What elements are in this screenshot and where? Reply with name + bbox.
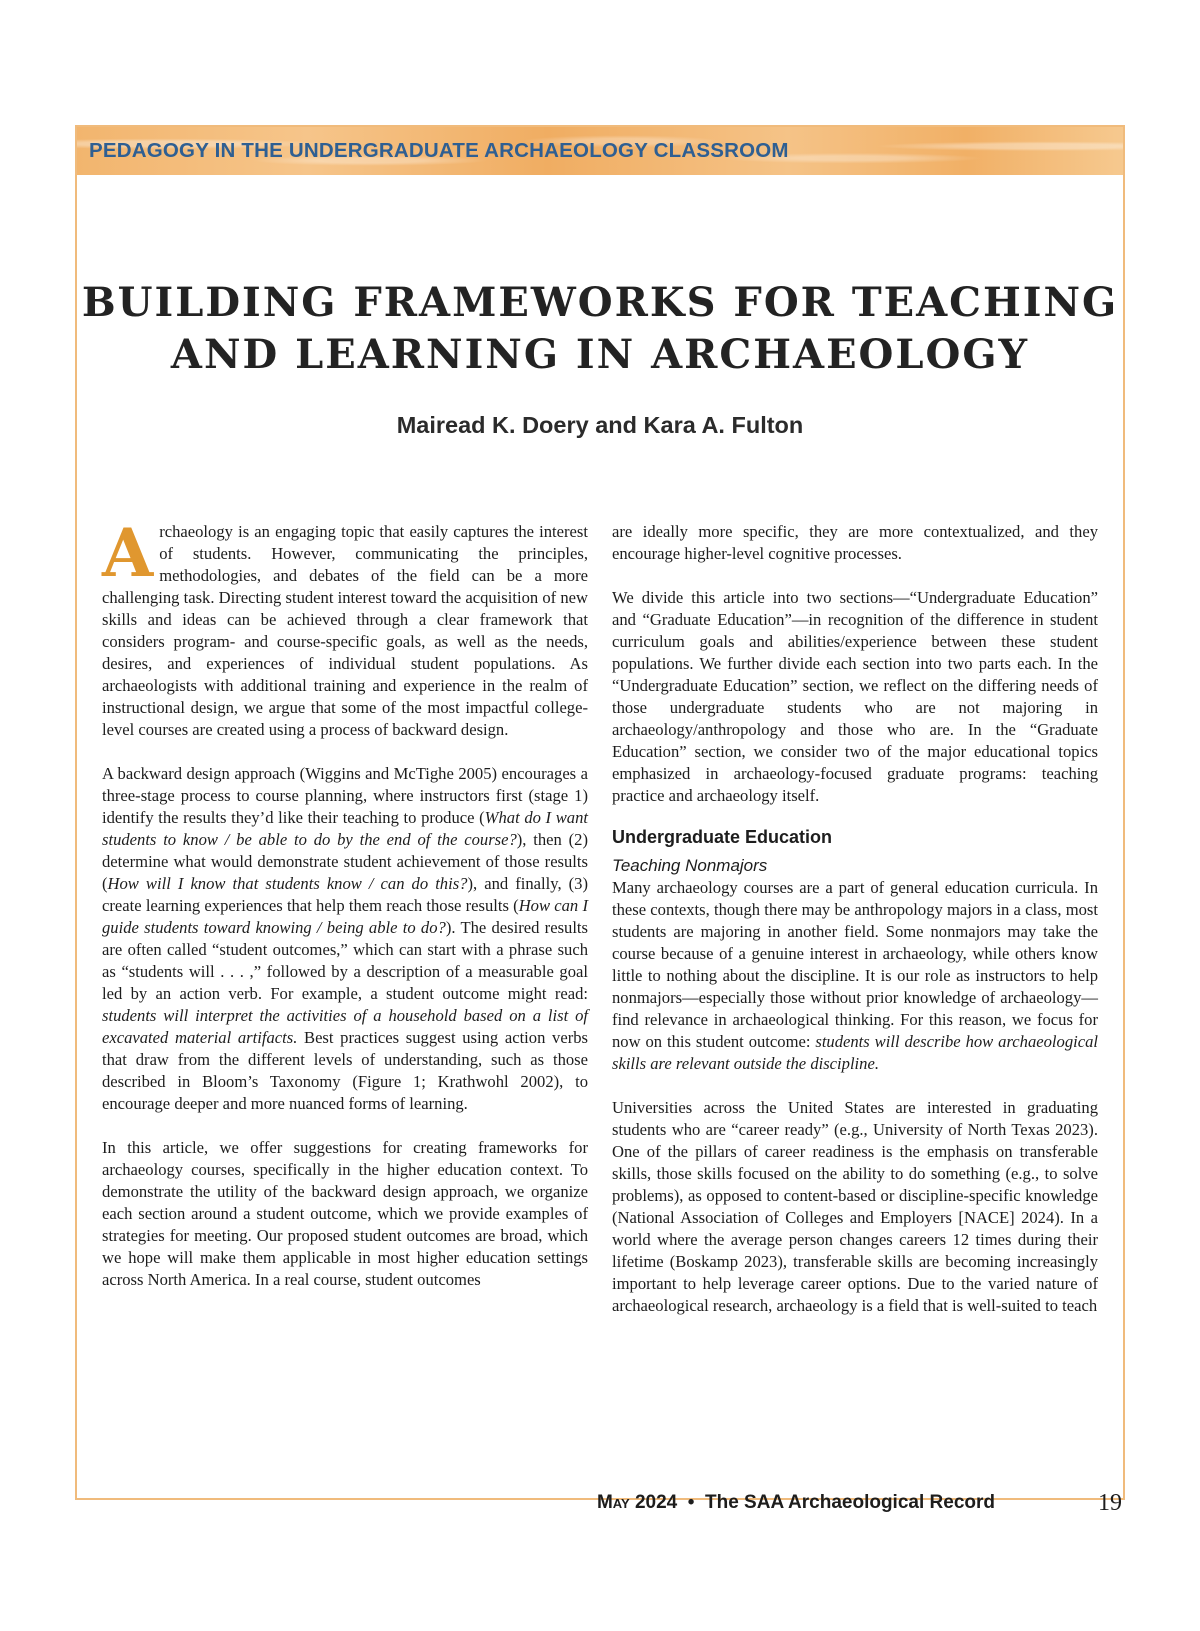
subsection-heading: Teaching Nonmajors (612, 856, 768, 875)
title-line-1: BUILDING FRAMEWORKS FOR TEACHING (81, 279, 1119, 326)
italic-question-3: How can I guide students toward knowing / being able to do? (102, 896, 588, 937)
footer-date: May 2024 (596, 1492, 678, 1513)
article-title (77, 277, 1123, 381)
footer-issue (597, 1492, 995, 1514)
drop-cap: A (102, 514, 154, 592)
intro-paragraph (102, 514, 588, 741)
section-banner (77, 127, 1123, 175)
continuation-paragraph: are ideally more specific, they are more contextualized, and they encourage higher-level cognitive processes. (612, 522, 1098, 563)
backward-design-paragraph (102, 763, 588, 1115)
text-run: ), then (2) determine what would demonstrate student achievement of those results ( (102, 830, 588, 893)
page-footer (0, 1492, 1200, 1522)
italic-question-2: How will I know that students know / can do this? (107, 874, 468, 893)
italic-question-1: What do I want students to know / be able to do by the end of the course? (102, 808, 588, 849)
banner-label: PEDAGOGY IN THE UNDERGRADUATE ARCHAEOLOGY CLASSROOM (89, 139, 789, 162)
page-number: 19 (1098, 1490, 1122, 1516)
footer-bullet: • (687, 1492, 695, 1513)
career-ready-paragraph: Universities across the United States are interested in graduating students who are “career ready” (e.g., University of North Texas 2023). One of the pillars of career readiness is the emphasis on transferable skills, those skills focused on the ability to do something (e.g., to solve problems), as opposed to content-based or discipline-specific knowledge (National Association of Colleges and Employers [NACE] 2024). In a world where the average person changes careers 12 times during their lifetime (Boskamp 2023), transferable skills are becoming increasingly important to help leverage career options. Due to the varied nature of archaeological research, archaeology is a field that is well-suited to teach (612, 1098, 1098, 1315)
italic-outcome-example: students will interpret the activities of a household based on a list of excavated material artifacts. (102, 1006, 588, 1047)
left-column (102, 514, 588, 1291)
intro-text: rchaeology is an engaging topic that easily captures the interest of students. However, communicating the principles, methodologies, and debates of the field can be a more challenging task. Directing student interest toward the acquisition of new skills and ideas can be achieved through a clear framework that considers program- and course-specific goals, as well as the needs, desires, and experiences of individual student populations. As archaeologists with additional training and experience in the realm of instructional design, we argue that some of the most impactful college-level courses are created using a process of backward design. (102, 522, 588, 739)
sections-paragraph: We divide this article into two sections—“Undergraduate Education” and “Graduate Education”—in recognition of the difference in student curriculum goals and abilities/experience between these student populations. We further divide each section into two parts each. In the “Undergraduate Education” section, we reflect on the differing needs of those undergraduate students who are not majoring in archaeology/anthropology and those who are. In the “Graduate Education” section, we consider two of the major educational topics emphasized in archaeology-focused graduate programs: teaching practice and archaeology itself. (612, 588, 1098, 805)
right-column (612, 521, 1098, 1317)
article-authors: Mairead K. Doery and Kara A. Fulton (396, 412, 804, 438)
text-run: Best practices suggest using action verbs that draw from the different levels of understanding, such as those described in Bloom’s Taxonomy (Figure 1; Krathwohl 2002), to encourage deeper and more nuanced forms of learning. (102, 1028, 588, 1113)
article-frame (75, 125, 1125, 1500)
article-overview-paragraph: In this article, we offer suggestions for creating frameworks for archaeology courses, specifically in the higher education context. To demonstrate the utility of the backward design approach, we organize each section around a student outcome, which we provide examples of strategies for meeting. Our proposed student outcomes are broad, which we hope will make them applicable in most higher education settings across North America. In a real course, student outcomes (102, 1138, 588, 1289)
text-run: ). The desired results are often called “student outcomes,” which can start with a phrase such as “students will . . . ,” followed by a description of a measurable goal led by an action verb. For example, a student outcome might read: (102, 918, 588, 1003)
italic-student-outcome: students will describe how archaeological skills are relevant outside the discipline. (612, 1032, 1098, 1073)
title-line-2: AND LEARNING IN ARCHAEOLOGY (170, 331, 1030, 378)
text-run: ), and finally, (3) create learning experiences that help them reach those results ( (102, 874, 588, 915)
section-heading: Undergraduate Education (612, 827, 833, 847)
footer-publication: The SAA Archaeological Record (705, 1492, 995, 1513)
text-run: Many archaeology courses are a part of general education curricula. In these contexts, though there may be anthropology majors in a class, most students are majoring in another field. Some nonmajors may take the course because of a genuine interest in archaeology, while others know little to nothing about the discipline. It is our role as instructors to help nonmajors—especially those without prior knowledge of archaeology—find relevance in archaeological thinking. For this reason, we focus for now on this student outcome: (612, 878, 1098, 1051)
nonmajors-paragraph (612, 877, 1098, 1075)
text-run: A backward design approach (Wiggins and McTighe 2005) encourages a three-stage process to course planning, where instructors first (stage 1) identify the results they’d like their teaching to produce ( (102, 764, 588, 827)
